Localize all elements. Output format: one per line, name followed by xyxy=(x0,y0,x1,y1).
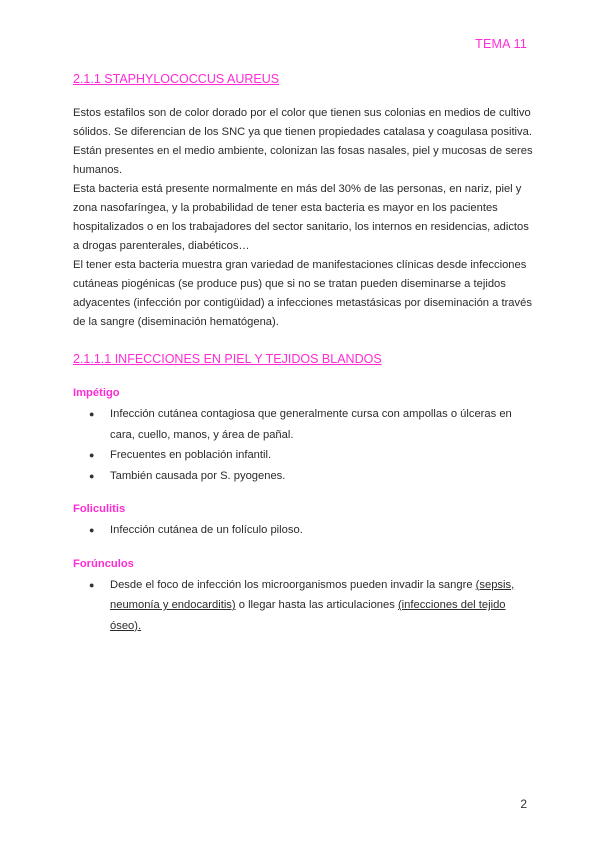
list-item: ● Desde el foco de infección los microorganismos pueden invadir la sangre (sepsis, neumonía y endocarditis) o llegar hasta las articulaciones (infecciones del tejido óseo). xyxy=(73,575,533,637)
list-item: ● Infección cutánea contagiosa que generalmente cursa con ampollas o úlceras en cara, cuello, manos, y área de pañal. xyxy=(73,404,533,445)
underlined-text: (sepsis, neumonía y endocarditis) xyxy=(110,578,515,611)
bullet-dot-icon: ● xyxy=(89,525,95,535)
list-item: ● Frecuentes en población infantil. xyxy=(73,445,533,466)
subsection-heading: 2.1.1.1 INFECCIONES EN PIEL Y TEJIDOS BLANDOS xyxy=(73,352,382,366)
impetigo-list xyxy=(73,404,533,486)
section-heading: 2.1.1 STAPHYLOCOCCUS AUREUS xyxy=(73,72,280,86)
impetigo-title: Impétigo xyxy=(73,387,120,399)
chapter-tag: TEMA 11 xyxy=(475,37,527,51)
page-number: 2 xyxy=(520,797,527,811)
bullet-dot-icon: ● xyxy=(89,470,95,481)
foliculitis-list xyxy=(73,520,533,541)
list-item: ● También causada por S. pyogenes. xyxy=(73,466,533,487)
bullet-dot-icon: ● xyxy=(89,409,95,419)
paragraph-1: Estos estafilos son de color dorado por el color que tienen sus colonias en medios de cultivo sólidos. Se diferencian de los SNC ya que tienen propiedades catalasa y coagulasa positiva. Están presentes en el medio ambiente, colonizan las fosas nasales, piel y mucosas de seres humanos. xyxy=(73,107,533,176)
bullet-dot-icon: ● xyxy=(89,450,95,460)
forunculos-title: Forúnculos xyxy=(73,557,134,570)
foliculitis-title: Foliculitis xyxy=(73,503,126,515)
forunculos-list xyxy=(73,575,533,637)
bullet-dot-icon: ● xyxy=(89,579,95,590)
paragraph-3: El tener esta bacteria muestra gran variedad de manifestaciones clínicas desde infecciones cutáneas piogénicas (se produce pus) que si no se tratan pueden diseminarse a tejidos adyacentes (infección por contigüidad) a infecciones metastásicas por diseminación a través de la sangre (diseminación hematógena). xyxy=(73,259,532,328)
paragraph-2: Esta bacteria está presente normalmente en más del 30% de las personas, en nariz, piel y zona nasofaríngea, y la probabilidad de tener esta bacteria es mayor en los pacientes hospitalizados o en los trabajadores del sector sanitario, los internos en residencias, adictos a drogas parenterales, diabéticos… xyxy=(73,183,529,252)
list-item: ● Infección cutánea de un folículo piloso. xyxy=(73,520,533,541)
underlined-text: (infecciones del tejido óseo). xyxy=(110,599,506,632)
page-content xyxy=(73,70,533,650)
